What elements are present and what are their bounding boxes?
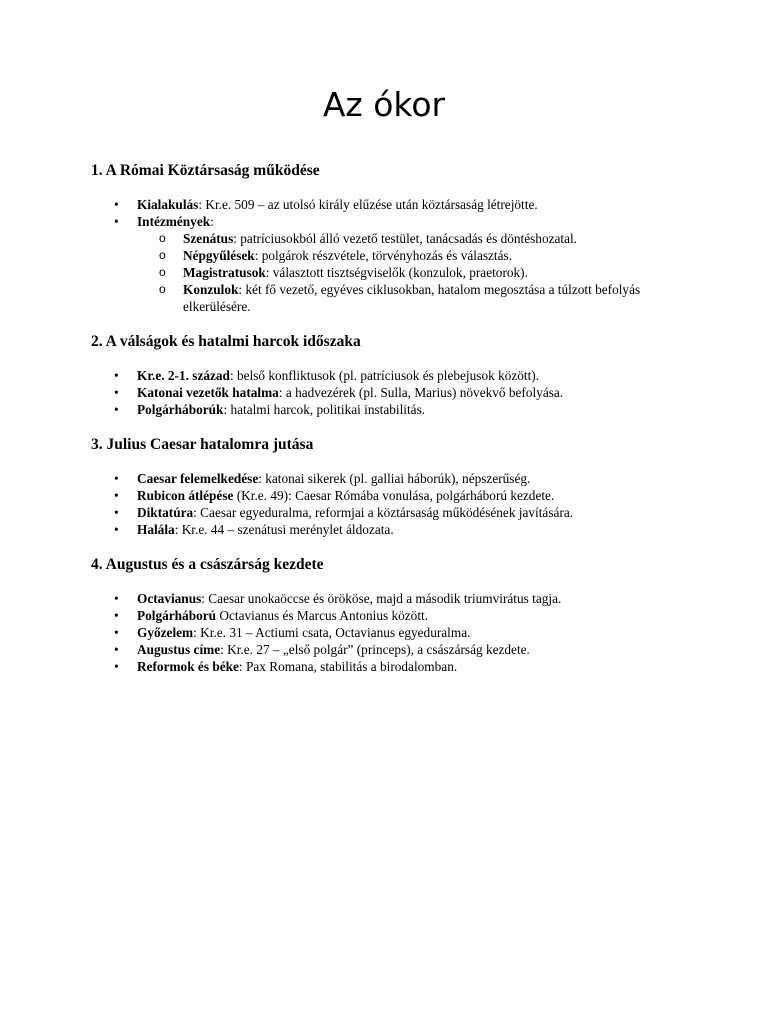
list-item [91, 607, 691, 624]
item-text: : Kr.e. 509 – az utolsó király elűzése után köztársaság létrejötte. [198, 197, 538, 212]
list-item [91, 624, 691, 641]
section-roman-republic [91, 161, 691, 315]
item-term: Caesar felemelkedése [137, 471, 259, 486]
item-text: : patríciusokból álló vezető testület, tanácsadás és döntéshozatal. [233, 231, 578, 246]
item-term: Katonai vezetők hatalma [137, 385, 279, 400]
item-term: Magistratusok [183, 265, 266, 280]
list-item [91, 470, 691, 487]
item-term: Győzelem [137, 625, 194, 640]
list-item [91, 487, 691, 504]
item-text: : Caesar unokaöccse és örököse, majd a második triumvirátus tagja. [201, 591, 562, 606]
item-term: Octavianus [137, 591, 202, 606]
item-text: : katonai sikerek (pl. galliai háborúk), népszerűség. [258, 471, 531, 486]
item-term: Kialakulás [137, 197, 199, 212]
item-term: Kr.e. 2-1. század [137, 368, 230, 383]
sub-list [137, 230, 691, 315]
item-text: : Pax Romana, stabilitás a birodalomban. [238, 659, 458, 674]
sub-list-item [136, 264, 703, 281]
bullet-list [91, 590, 691, 675]
item-text: : a hadvezérek (pl. Sulla, Marius) növekvő befolyása. [278, 385, 564, 400]
item-term: Diktatúra [137, 505, 194, 520]
item-text: : Kr.e. 44 – szenátusi merénylet áldozata. [174, 522, 394, 537]
sub-list-item [136, 281, 703, 315]
list-item [91, 504, 691, 521]
item-text: : Kr.e. 27 – „első polgár” (princeps), a császárság kezdete. [220, 642, 530, 657]
item-text: Octavianus és Marcus Antonius között. [216, 608, 429, 623]
item-text: : polgárok részvétele, törvényhozás és választás. [254, 248, 513, 263]
section-heading: 2. A válságok és hatalmi harcok időszaka [91, 333, 361, 350]
item-text: : választott tisztségviselők (konzulok, praetorok). [265, 265, 528, 280]
bullet-list [91, 196, 691, 315]
list-item [91, 384, 691, 401]
item-term: Szenátus [183, 231, 234, 246]
document-title: Az ókor [322, 85, 446, 124]
item-term: Polgárháború [137, 608, 217, 623]
section-crisis-period [91, 332, 691, 418]
item-text: : belső konfliktusok (pl. patríciusok és plebejusok között). [229, 368, 540, 383]
item-term: Halála [137, 522, 175, 537]
item-term: Népgyűlések [183, 248, 255, 263]
list-item [91, 521, 691, 538]
item-text: : hatalmi harcok, politikai instabilitás. [223, 402, 426, 417]
list-item [91, 196, 691, 213]
item-term: Polgárháborúk [137, 402, 224, 417]
bullet-list [91, 470, 691, 538]
item-term: Konzulok [183, 282, 239, 297]
section-heading: 1. A Római Köztársaság működése [91, 162, 320, 179]
item-text: : [210, 214, 214, 229]
item-term: Reformok és béke [137, 659, 239, 674]
item-term: Augustus címe [137, 642, 221, 657]
list-item [91, 367, 691, 384]
section-heading: 3. Julius Caesar hatalomra jutása [91, 436, 314, 453]
list-item [91, 658, 691, 675]
section-heading: 4. Augustus és a császárság kezdete [91, 556, 324, 573]
bullet-list [91, 367, 691, 418]
item-text: : Kr.e. 31 – Actiumi csata, Octavianus egyeduralma. [193, 625, 471, 640]
item-text: : két fő vezető, egyéves ciklusokban, hatalom megosztása a túlzott befolyás elkerülésére. [183, 282, 641, 314]
list-item [91, 590, 691, 607]
item-term: Intézmények [137, 214, 211, 229]
list-item [91, 641, 691, 658]
item-text: (Kr.e. 49): Caesar Rómába vonulása, polgárháború kezdete. [233, 488, 555, 503]
list-item [91, 401, 691, 418]
item-text: : Caesar egyeduralma, reformjai a köztársaság működésének javítására. [193, 505, 574, 520]
list-item [91, 213, 691, 315]
sub-list-item [136, 247, 703, 264]
sub-list-item [136, 230, 703, 247]
item-term: Rubicon átlépése [137, 488, 234, 503]
section-julius-caesar [91, 435, 691, 538]
section-augustus [91, 555, 691, 675]
